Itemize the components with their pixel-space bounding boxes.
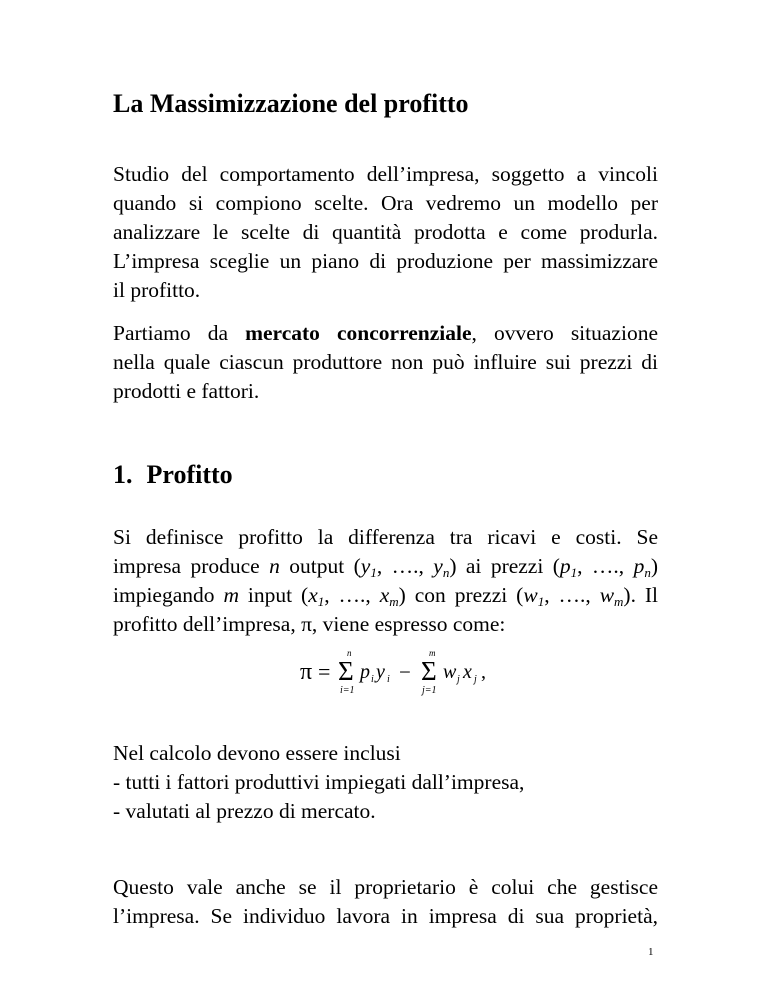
formula-term1-b-sub: i xyxy=(387,674,390,685)
owner-paragraph xyxy=(113,873,658,931)
market-line xyxy=(113,319,658,348)
formula-sigma-2: Σ xyxy=(421,656,437,686)
intro-line: Studio del comportamento dell’impresa, soggetto a vincoli xyxy=(113,162,658,186)
section-heading xyxy=(113,459,233,491)
formula-term1-sub: i xyxy=(371,674,374,685)
profit-line: Si definisce profitto la differenza tra ricavi e costi. Se xyxy=(113,525,658,549)
market-line: nella quale ciascun produttore non può influire sui prezzi di xyxy=(113,350,658,374)
intro-line: analizzare le scelte di quantità prodotta e come produrla. xyxy=(113,220,658,244)
owner-line: Questo vale anche se il proprietario è colui che gestisce xyxy=(113,875,658,899)
formula-minus: − xyxy=(399,660,411,684)
included-line: - valutati al prezzo di mercato. xyxy=(113,799,376,823)
market-paragraph xyxy=(113,319,658,406)
owner-line: l’impresa. Se individuo lavora in impresa di sua proprietà, xyxy=(113,904,658,928)
page-number: 1 xyxy=(648,946,654,958)
formula-sum1-bottom: i=1 xyxy=(340,685,355,696)
formula-sum2-top: m xyxy=(429,648,436,658)
included-line: - tutti i fattori produttivi impiegati dall’impresa, xyxy=(113,770,525,794)
formula-sigma-1: Σ xyxy=(338,656,354,686)
formula-term2-b: x xyxy=(463,661,472,683)
profit-line: profitto dell’impresa, π, viene espresso come: xyxy=(113,612,506,636)
formula-term2-sub: j xyxy=(457,674,460,685)
profit-formula xyxy=(300,650,530,698)
formula-term1: p xyxy=(360,661,370,683)
formula-sum1-top: n xyxy=(347,648,352,658)
page-title: La Massimizzazione del profitto xyxy=(113,89,469,118)
formula-term2: w xyxy=(443,661,457,683)
formula-pi: π xyxy=(300,659,313,685)
intro-line: L’impresa sceglie un piano di produzione per massimizzare xyxy=(113,249,658,273)
market-line: prodotti e fattori. xyxy=(113,379,260,403)
formula-term2-b-sub: j xyxy=(474,674,477,685)
section-number: 1. xyxy=(113,460,133,489)
formula-comma: , xyxy=(481,661,486,683)
profit-line: impresa produce n output ($y_1$, …., $y_n$) ai prezzi ($p_1$, …., $p_n$) xyxy=(113,554,658,580)
profit-definition-paragraph xyxy=(113,523,658,639)
market-text-after: , ovvero situazione xyxy=(471,321,658,345)
formula-sum2-bottom: j=1 xyxy=(422,685,437,696)
formula-term1-b: y xyxy=(376,661,385,683)
profit-line: impiegando m input ($x_1$, …., $x_m$) con prezzi ($w_1$, …., $w_m$). Il xyxy=(113,583,659,609)
included-line: Nel calcolo devono essere inclusi xyxy=(113,741,401,765)
intro-line: quando si compiono scelte. Ora vedremo un modello per xyxy=(113,191,658,215)
formula-equals: = xyxy=(318,659,331,684)
intro-paragraph xyxy=(113,160,658,305)
intro-line: il profitto. xyxy=(113,278,201,302)
market-text-before: Partiamo da xyxy=(113,321,246,345)
market-bold-term: mercato concorrenziale xyxy=(245,321,472,345)
section-title: Profitto xyxy=(146,460,233,489)
included-paragraph xyxy=(113,739,658,826)
